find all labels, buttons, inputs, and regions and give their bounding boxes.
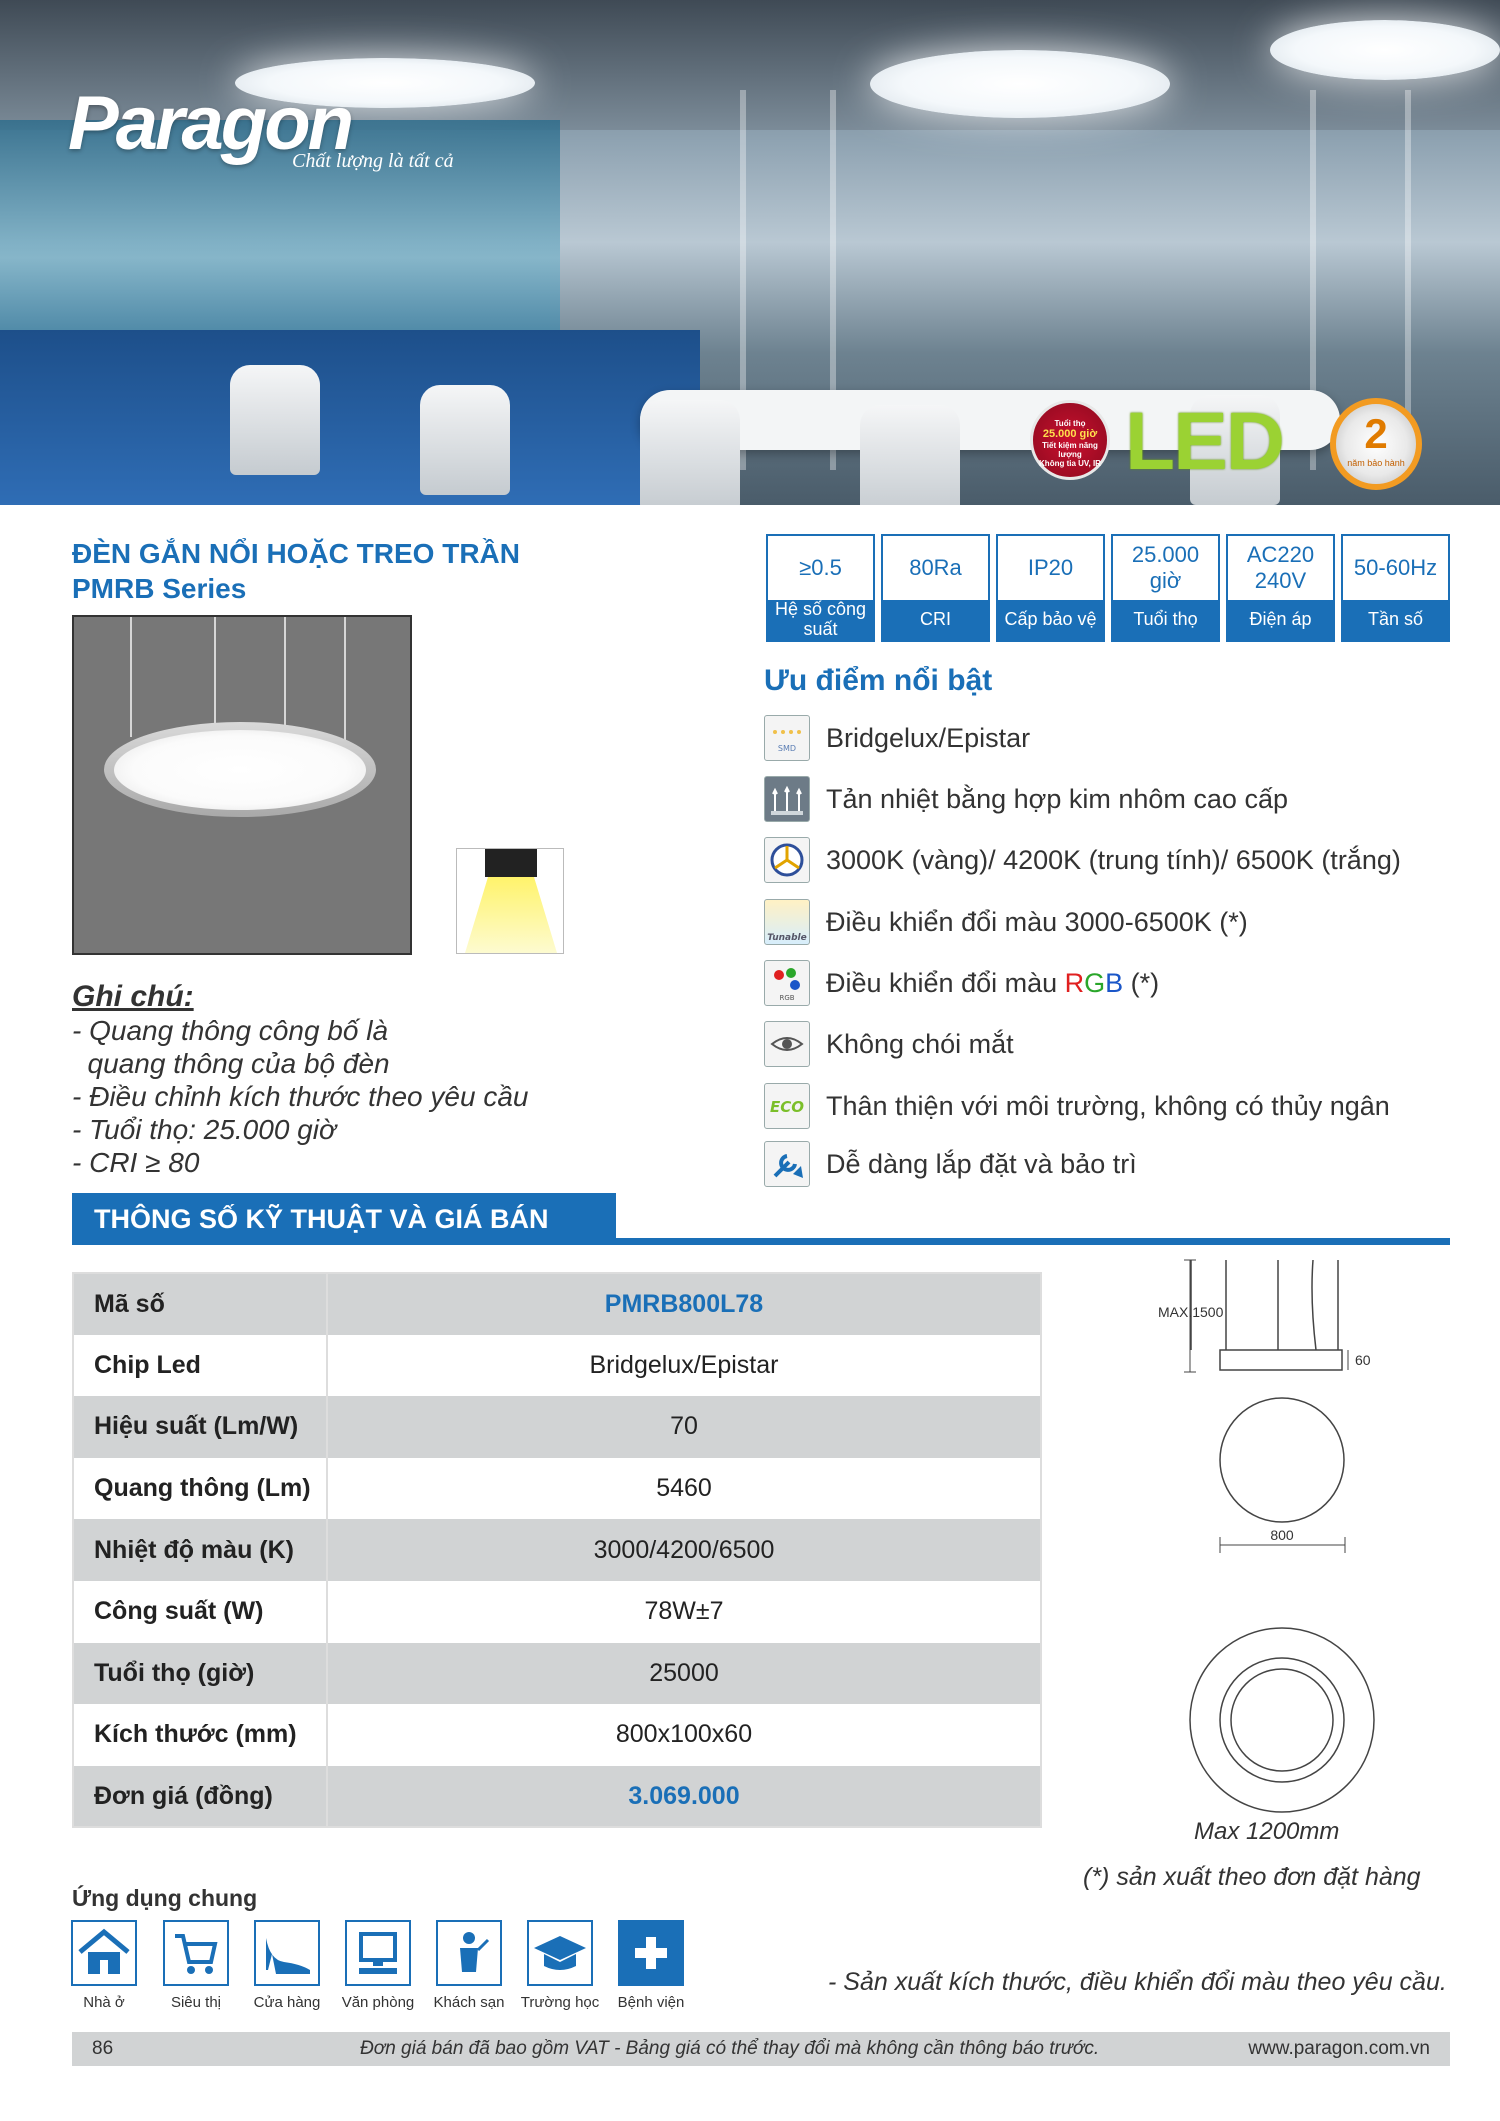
product-title: ĐÈN GẮN NỔI HOẶC TREO TRẦN xyxy=(72,538,520,569)
svg-text:SMD: SMD xyxy=(777,744,797,753)
footer-bar xyxy=(72,2032,1450,2066)
rgb-icon xyxy=(764,960,810,1006)
office-computer-icon xyxy=(345,1920,411,1986)
beam-profile-icon xyxy=(456,848,564,954)
spec-box-ip: IP20 Cấp bảo vệ xyxy=(996,534,1105,642)
custom-order-note: - Sản xuất kích thước, điều khiển đổi màu theo yêu cầu. xyxy=(828,1968,1447,1996)
high-heel-icon xyxy=(254,1920,320,1986)
table-row: Nhiệt độ màu (K) 3000/4200/6500 xyxy=(73,1519,1041,1581)
applications-heading: Ứng dụng chung xyxy=(72,1885,258,1911)
table-row: Mã số PMRB800L78 xyxy=(73,1273,1041,1335)
hotel-waiter-icon xyxy=(436,1920,502,1986)
table-row: Đơn giá (đồng) 3.069.000 xyxy=(73,1766,1041,1828)
table-row: Chip Led Bridgelux/Epistar xyxy=(73,1335,1041,1397)
app-office: Văn phòng xyxy=(344,1920,412,2011)
spec-box-cri: 80Ra CRI xyxy=(881,534,990,642)
heat-sink-icon xyxy=(764,776,810,822)
app-shop: Cửa hàng xyxy=(253,1920,321,2011)
brand-tagline: Chất lượng là tất cả xyxy=(292,150,454,172)
table-row: Công suất (W) 78W±7 xyxy=(73,1581,1041,1643)
note-line: quang thông của bộ đèn xyxy=(72,1048,390,1079)
hospital-cross-icon xyxy=(618,1920,684,1986)
home-icon xyxy=(71,1920,137,1986)
note-line: - Tuổi thọ: 25.000 giờ xyxy=(72,1114,336,1145)
spec-box-power-factor: ≥0.5 Hệ số công suất xyxy=(766,534,875,642)
feature-item: Không chói mắt xyxy=(764,1021,1014,1067)
product-series: PMRB Series xyxy=(72,573,247,604)
graduation-cap-icon xyxy=(527,1920,593,1986)
product-photo xyxy=(72,615,412,955)
features-heading: Ưu điểm nổi bật xyxy=(764,664,993,697)
spec-table xyxy=(72,1272,1042,1828)
technical-drawing xyxy=(1100,1250,1450,1850)
feature-item: 3000K (vàng)/ 4200K (trung tính)/ 6500K (trắng) xyxy=(764,837,1401,883)
footer-note: Đơn giá bán đã bao gồm VAT - Bảng giá có thể thay đổi mà không cần thông báo trước. xyxy=(360,2038,1100,2059)
feature-item: Tản nhiệt bằng hợp kim nhôm cao cấp xyxy=(764,776,1288,822)
spec-box-frequency: 50-60Hz Tần số xyxy=(1341,534,1450,642)
table-row: Hiệu suất (Lm/W) 70 xyxy=(73,1396,1041,1458)
table-row: Kích thước (mm) 800x100x60 xyxy=(73,1704,1041,1766)
table-row: Quang thông (Lm) 5460 xyxy=(73,1458,1041,1520)
svg-text:Tunable: Tunable xyxy=(767,933,807,943)
feature-item: Tunable Điều khiển đổi màu 3000-6500K (*) xyxy=(764,899,1248,945)
smd-icon xyxy=(764,715,810,761)
drawing-diameter: 800 xyxy=(1270,1527,1294,1543)
svg-text:RGB: RGB xyxy=(779,994,795,1002)
feature-item: SMD Bridgelux/Epistar xyxy=(764,715,1030,761)
shopping-cart-icon xyxy=(163,1920,229,1986)
spec-section-title: THÔNG SỐ KỸ THUẬT VÀ GIÁ BÁN xyxy=(72,1193,616,1245)
drawing-height: 60 xyxy=(1355,1352,1371,1368)
warranty-badge: 2 năm bảo hành xyxy=(1330,398,1422,490)
max-length-label: Max 1200mm xyxy=(1194,1818,1340,1845)
spec-box-voltage: AC220 240V Điện áp xyxy=(1226,534,1335,642)
app-school: Trường học xyxy=(526,1920,594,2011)
table-row: Tuổi thọ (giờ) 25000 xyxy=(73,1643,1041,1705)
app-home: Nhà ở xyxy=(70,1920,138,2011)
eye-icon xyxy=(764,1021,810,1067)
feature-item: ECO Thân thiện với môi trường, không có thủy ngân xyxy=(764,1083,1390,1129)
color-temperature-icon xyxy=(764,837,810,883)
brand-logo: Paragon xyxy=(68,81,352,166)
tunable-icon xyxy=(764,899,810,945)
notes-heading: Ghi chú: xyxy=(72,980,194,1013)
note-line: - Điều chỉnh kích thước theo yêu cầu xyxy=(72,1081,529,1112)
led-badge: LED xyxy=(1125,396,1283,487)
app-hotel: Khách sạn xyxy=(435,1920,503,2011)
page-number: 86 xyxy=(92,2038,114,2059)
svg-text:ECO: ECO xyxy=(769,1098,805,1116)
drawing-max-length: MAX.1500 xyxy=(1158,1304,1224,1320)
order-note: (*) sản xuất theo đơn đặt hàng xyxy=(1083,1863,1421,1891)
feature-item: Dễ dàng lắp đặt và bảo trì xyxy=(764,1141,1137,1187)
feature-item: RGB Điều khiển đổi màu RGB (*) xyxy=(764,960,1159,1006)
app-hospital: Bệnh viện xyxy=(617,1920,685,2011)
spec-box-lifetime: 25.000 giờ Tuổi thọ xyxy=(1111,534,1220,642)
note-line: - Quang thông công bố là xyxy=(72,1015,389,1046)
eco-icon xyxy=(764,1083,810,1129)
website-link[interactable]: www.paragon.com.vn xyxy=(1248,2038,1430,2059)
lifetime-badge: Tuổi thọ 25.000 giờ Tiết kiệm năng lượng Không tia UV, IR xyxy=(1030,400,1110,480)
note-line: - CRI ≥ 80 xyxy=(72,1147,200,1178)
tools-icon xyxy=(764,1141,810,1187)
app-supermarket: Siêu thị xyxy=(162,1920,230,2011)
